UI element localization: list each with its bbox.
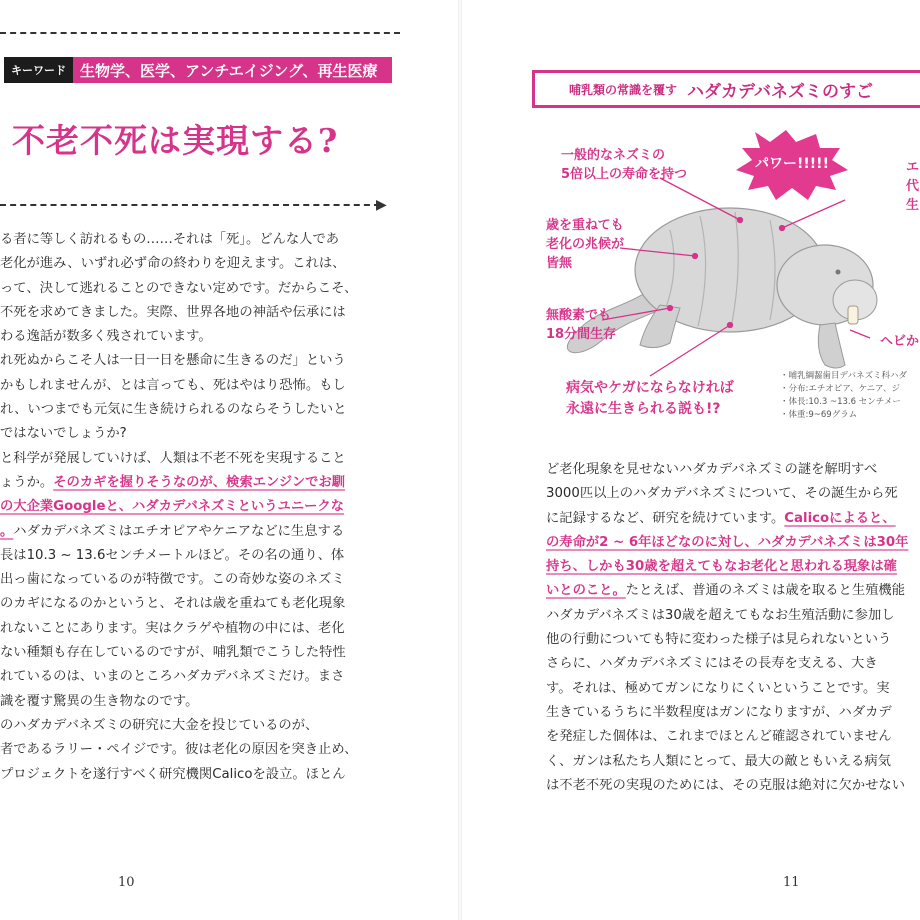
highlighted-text: の大企業Googleと、ハダカデバネズミというユニークな (0, 499, 345, 515)
power-burst-label: パワー!!!!! (755, 156, 829, 172)
text-line (0, 252, 380, 276)
highlighted-text: 持ち、しかも30歳を超えてもなお老化と思われる現象は確 (546, 559, 897, 575)
right-body-text (546, 458, 920, 798)
text-line (0, 665, 380, 689)
callout-lifespan-line-2: 5倍以上の寿命を持つ (561, 167, 688, 182)
text-segment: 老化が進み、いずれ必ず命の終わりを迎えます。これは、 (0, 256, 346, 272)
highlighted-text: の寿命が2 ~ 6年ほどなのに対し、ハダカデバネズミは30年 (546, 534, 909, 550)
text-segment: って、決して逃れることのできない定めです。だからこそ、 (0, 280, 358, 296)
text-segment: のカギになるのかというと、それは歳を重ねても老化現象 (0, 596, 346, 612)
rat-teeth (848, 306, 858, 324)
text-line (0, 349, 380, 373)
highlighted-text: Calicoによると、 (784, 510, 896, 526)
callout-forever (566, 378, 734, 420)
text-segment: れているのは、いまのところハダカデバネズミだけ。まさ (0, 669, 345, 685)
text-line (0, 374, 380, 398)
text-segment: る者に等しく訪れるもの……それは「死」。どんな人であ (0, 232, 340, 247)
chapter-title: 不老不死は実現する? (12, 121, 339, 160)
dashed-arrow-rule (0, 204, 380, 206)
text-segment: に記録するなど、研究を続けています。 (546, 510, 785, 526)
callout-forever-line-1: 病気やケガにならなければ (566, 380, 734, 396)
highlighted-text: そのカギを握りそうなのが、検索エンジンでお馴 (53, 474, 346, 490)
text-line (0, 228, 380, 252)
text-segment: く、ガンは私たち人類にとって、最大の敵ともいえる病気 (546, 753, 891, 769)
text-line (546, 482, 920, 506)
text-segment: ハダカデバネズミはエチオピアやケニアなどに生息する (13, 523, 345, 539)
callout-no-oxygen-line-1: 無酸素でも (546, 308, 612, 323)
text-line (546, 677, 920, 701)
text-segment: わる逸話が数多く残されています。 (0, 329, 212, 345)
text-line (0, 763, 380, 787)
text-line (0, 592, 380, 616)
callout-no-oxygen-line-2: 18分間生存 (546, 327, 617, 342)
text-segment: ではないでしょうか? (0, 426, 127, 442)
page-number-right: 11 (783, 875, 800, 890)
text-line (0, 277, 380, 301)
text-segment: たとえば、普通のネズミは歳を取ると生殖機能 (625, 583, 906, 599)
text-segment: は不老不死の実現のためには、その克服は絶対に欠かせない (546, 777, 906, 793)
species-notes (780, 370, 907, 422)
text-segment: 識を覆す驚異の生き物なのです。 (0, 693, 199, 709)
text-line (0, 641, 380, 665)
note-weight: ・体重:9~69グラム (780, 410, 858, 420)
text-segment: ど老化現象を見せないハダカデバネズミの謎を解明すべ (546, 462, 878, 477)
callout-no-aging-line-2: 老化の兆候が (546, 237, 625, 252)
text-segment: 者であるラリー・ペイジです。彼は老化の原因を突き止め、 (0, 742, 358, 758)
callout-edge-top (906, 158, 919, 215)
text-line (0, 325, 380, 349)
callout-no-aging-line-3: 皆無 (546, 256, 573, 271)
text-segment: かもしれませんが、とは言っても、死はやはり恐怖。もし (0, 377, 346, 393)
arrow-right-icon: ▶ (376, 197, 387, 213)
text-segment: ハダカデバネズミは30歳を超えてもなお生殖活動に参加し (546, 607, 895, 623)
text-line (0, 714, 380, 738)
text-line (546, 652, 920, 676)
text-segment: 生きているうちに半数程度はガンになりますが、ハダカデ (546, 704, 892, 720)
text-line (0, 447, 380, 471)
text-segment: す。それは、極めてガンになりにくいということです。実 (546, 680, 890, 696)
callout-lifespan (561, 146, 687, 184)
text-line (546, 458, 920, 482)
highlighted-text: 。 (0, 523, 14, 539)
callout-edge-snake: ヘビか (880, 334, 920, 349)
text-line (546, 555, 920, 579)
text-segment: れないことにあります。実はクラゲや植物の中には、老化 (0, 620, 345, 636)
text-segment: れ死ぬからこそ人は一日一日を懸命に生きるのだ」という (0, 353, 346, 369)
text-segment: 3000匹以上のハダカデバネズミについて、その誕生から死 (546, 486, 898, 502)
keyword-text: 生物学、医学、アンチエイジング、再生医療 (80, 61, 378, 80)
text-line (546, 701, 920, 725)
rat-eye (836, 270, 841, 275)
text-line (546, 725, 920, 749)
text-line (0, 471, 380, 495)
text-line (0, 544, 380, 568)
text-segment: ょうか。 (0, 474, 54, 490)
text-line (0, 301, 380, 325)
rat-front-leg (818, 323, 845, 368)
callout-edge-top-line-1: エ (906, 160, 920, 175)
section-subtitle: 哺乳類の常識を覆す (569, 82, 678, 97)
left-body-text (0, 228, 380, 787)
text-line (0, 495, 380, 519)
highlighted-text: いとのこと。 (546, 583, 626, 599)
callout-no-oxygen (546, 306, 616, 344)
text-line (0, 398, 380, 422)
text-segment: 他の行動についても特に変わった様子は見られないという (546, 632, 892, 648)
text-line (0, 738, 380, 762)
callout-no-aging (546, 216, 624, 273)
text-line (546, 507, 920, 531)
text-line (0, 617, 380, 641)
text-line (0, 422, 380, 446)
callout-lifespan-line-1: 一般的なネズミの (561, 148, 666, 163)
text-line (546, 579, 920, 603)
text-segment: さらに、ハダカデバネズミにはその長寿を支える、大き (546, 656, 878, 672)
text-line (546, 774, 920, 798)
callout-edge-top-line-3: 生 (906, 198, 920, 213)
note-taxonomy: ・哺乳綱齧歯目デバネズミ科ハダ (780, 371, 907, 381)
callout-no-aging-line-1: 歳を重ねても (546, 218, 624, 233)
text-segment: プロジェクトを遂行すべく研究機関Calicoを設立。ほとん (0, 766, 346, 782)
text-line (546, 628, 920, 652)
keyword-label: キーワード (4, 57, 73, 83)
text-segment: のハダカデバネズミの研究に大金を投じているのが、 (0, 717, 319, 733)
text-segment: 長は10.3 ~ 13.6センチメートルほど。その名の通り、体 (0, 547, 345, 563)
text-segment: ない種類も存在しているのですが、哺乳類でこうした特性 (0, 645, 346, 661)
text-segment: と科学が発展していけば、人類は不老不死を実現すること (0, 450, 346, 466)
text-line (0, 690, 380, 714)
section-title: ハダカデバネズミのすご (687, 81, 873, 102)
text-line (546, 531, 920, 555)
keyword-banner (4, 57, 392, 83)
callout-edge-top-line-2: 代 (906, 179, 920, 194)
note-body-length: ・体長:10.3 ~13.6 センチメー (780, 397, 901, 407)
page-number-left: 10 (118, 875, 135, 890)
text-segment: れ、いつまでも元気に生き続けられるのならそうしたいと (0, 402, 347, 418)
text-line (546, 604, 920, 628)
note-distribution: ・分布:エチオピア、ケニア、ジ (780, 384, 900, 394)
section-banner (532, 70, 920, 108)
text-segment: を発症した個体は、これまでほとんど確認されていません (546, 729, 892, 745)
text-segment: 出っ歯になっているのが特徴です。この奇妙な姿のネズミ (0, 572, 345, 588)
callout-forever-line-2: 永遠に生きられる説も!? (566, 401, 721, 417)
right-page (460, 0, 920, 920)
text-line (0, 568, 380, 592)
text-line (546, 750, 920, 774)
top-dashed-rule (0, 32, 400, 34)
text-segment: 不死を求めてきました。実際、世界各地の神話や伝承には (0, 304, 346, 320)
text-line (0, 520, 380, 544)
